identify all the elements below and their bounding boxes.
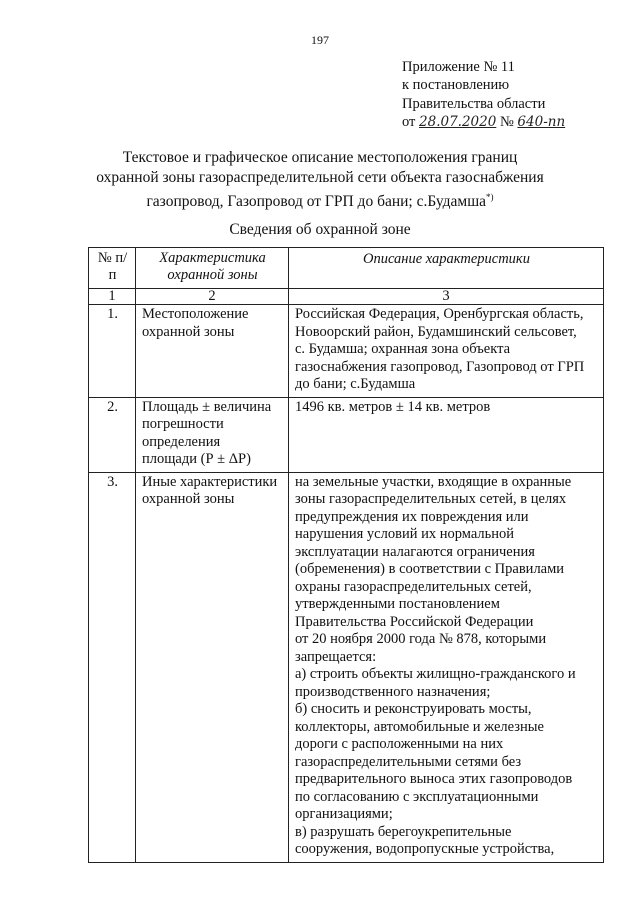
title-line-3	[0, 187, 640, 212]
row-3-desc-line-15: коллекторы, автомобильные и железные	[295, 718, 544, 735]
handwritten-date: 28.07.2020	[419, 114, 497, 130]
row-3-desc-line-14: б) сносить и реконструировать мосты,	[295, 701, 532, 717]
header-description: Описание характеристики	[289, 248, 604, 289]
row-1-characteristic	[136, 305, 289, 398]
row-3-desc-line-6: (обременения) в соответствии с Правилами	[295, 561, 565, 577]
number-label: №	[499, 114, 514, 130]
appendix-line-1: Приложение № 11	[402, 59, 515, 75]
row-3-desc-line-2: зоны газораспределительных сетей, в целях	[295, 491, 567, 507]
row-1-desc-line-2: Новоорский район, Будамшинский сельсовет,	[295, 323, 577, 340]
handwritten-number: 640-пп	[517, 114, 566, 130]
row-3-desc-line-22: сооружения, водопропускные устройства,	[295, 841, 555, 857]
row-2-desc-line-1: 1496 кв. метров ± 14 кв. метров	[295, 398, 491, 415]
header-characteristic: Характеристика охранной зоны	[136, 248, 289, 289]
row-3-desc-line-9: Правительства Российской Федерации	[295, 613, 534, 630]
row-1-desc-line-1: Российская Федерация, Оренбургская область,	[295, 306, 584, 322]
header-num: № п/п	[89, 248, 136, 289]
row-1-num: 1.	[89, 305, 136, 398]
row-1-char-line-1: Местоположение	[142, 306, 249, 322]
row-3-desc-line-19: по согласованию с эксплуатационными	[295, 788, 539, 805]
row-3-desc-line-7: охраны газораспределительных сетей,	[295, 578, 532, 595]
section-subtitle: Сведения об охранной зоне	[229, 221, 411, 238]
row-3-desc-line-1: на земельные участки, входящие в охранные	[295, 473, 572, 490]
page-number: 197	[311, 33, 329, 47]
row-1-description	[289, 305, 604, 398]
row-3-desc-line-3: предупреждения их повреждения или	[295, 508, 529, 525]
index-cell-3: 3	[289, 289, 604, 305]
row-3-desc-line-20: организациями;	[295, 806, 393, 822]
table-row	[89, 472, 604, 862]
from-label: от	[402, 114, 416, 130]
row-3-desc-line-16: дороги с расположенными на них	[295, 736, 504, 752]
row-2-char-line-3: определения	[142, 433, 221, 450]
index-cell-1: 1	[89, 289, 136, 305]
row-3-desc-line-8: утвержденными постановлением	[295, 596, 500, 612]
row-3-desc-line-11: запрещается:	[295, 648, 377, 665]
row-3-desc-line-13: производственного назначения;	[295, 683, 491, 700]
row-1-char-line-2: охранной зоны	[142, 323, 235, 340]
row-3-desc-line-18: предварительного выноса этих газопроводов	[295, 771, 573, 787]
table-row	[89, 397, 604, 472]
row-3-desc-line-4: нарушения условий их нормальной	[295, 526, 515, 542]
row-1-desc-line-4: газоснабжения газопровод, Газопровод от ГРП	[295, 358, 585, 375]
appendix-line-3: Правительства области	[402, 96, 546, 112]
row-1-desc-line-3: с. Будамша; охранная зона объекта	[295, 341, 511, 357]
row-3-characteristic	[136, 472, 289, 862]
row-3-num: 3.	[89, 472, 136, 862]
row-3-description	[289, 472, 604, 862]
row-2-description	[289, 397, 604, 472]
table-row	[89, 305, 604, 398]
title-line-1: Текстовое и графическое описание местоположения границ	[122, 149, 518, 166]
row-3-desc-line-12: а) строить объекты жилищно-гражданского и	[295, 666, 576, 682]
row-2-char-line-1: Площадь ± величина	[142, 398, 272, 415]
row-3-char-line-2: охранной зоны	[142, 491, 235, 507]
row-3-desc-line-5: эксплуатации налагаются ограничения	[295, 543, 535, 560]
appendix-date-line	[402, 113, 565, 131]
row-3-desc-line-10: от 20 ноября 2000 года № 878, которыми	[295, 631, 547, 647]
row-2-characteristic	[136, 397, 289, 472]
appendix-line-2: к постановлению	[402, 77, 510, 93]
title-line-3-text: газопровод, Газопровод от ГРП до бани; с.Будамша	[146, 193, 487, 211]
title-line-2: охранной зоны газораспределительной сети объекта газоснабжения	[96, 169, 544, 186]
table-header-row	[89, 248, 604, 289]
protection-zone-table	[88, 247, 604, 863]
index-cell-2: 2	[136, 289, 289, 305]
row-1-desc-line-5: до бани; с.Будамша	[295, 376, 416, 392]
row-3-desc-line-21: в) разрушать берегоукрепительные	[295, 823, 512, 840]
footnote-mark: *)	[486, 192, 494, 202]
row-3-desc-line-17: газораспределительными сетями без	[295, 753, 522, 770]
row-3-char-line-1: Иные характеристики	[142, 473, 278, 490]
row-2-num: 2.	[89, 397, 136, 472]
row-2-char-line-2: погрешности	[142, 416, 224, 432]
row-2-char-line-4: площади (Р ± ΔР)	[142, 451, 251, 467]
table-index-row	[89, 289, 604, 305]
